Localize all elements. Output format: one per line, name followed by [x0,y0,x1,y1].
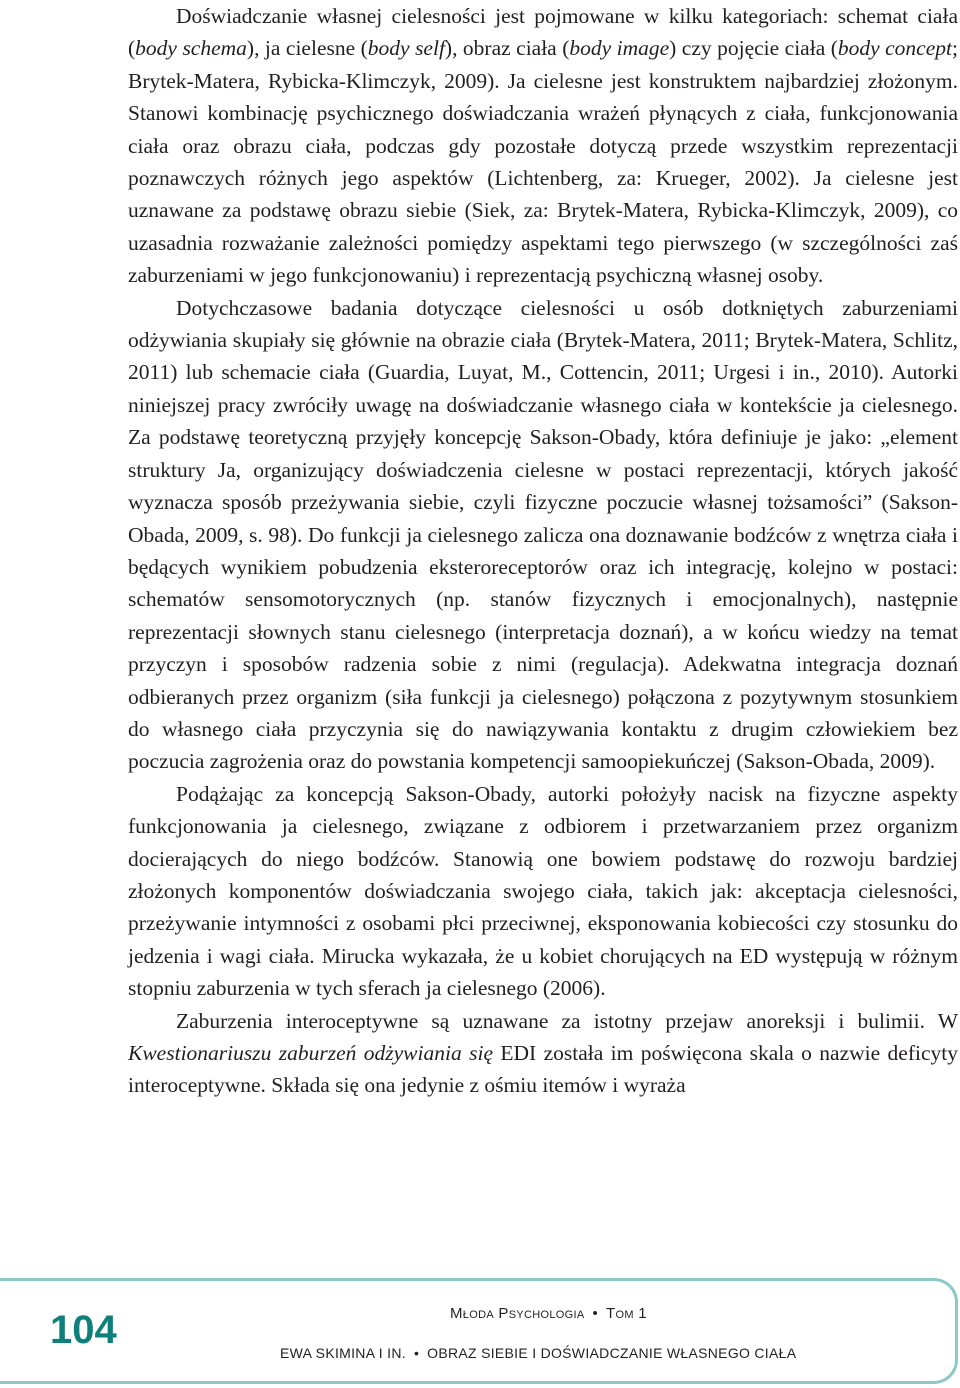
bullet-separator: • [592,1305,599,1322]
journal-info [450,1304,647,1324]
italic-term: body schema [135,36,247,61]
text-run: Dotychczasowe badania dotyczące cielesności u osób dotkniętych zaburzeniami odżywiania skupiały się głównie na obrazie ciała (Brytek-Matera, 2011; Brytek-Matera, Schlitz, 2011) lub schemacie ciała (Guardia, Luyat, M., Cottencin, 2011; Urgesi i in., 2010). Autorki niniejszej pracy zwróciły uwagę na doświadczanie własnego ciała w kontekście ja cielesnego. Za podstawę teoretyczną przyjęły koncepcję Sakson-Obady, która definiuje je jako: „element struktury Ja, organizujący doświadczenia cielesne w postaci reprezentacji, których jakość wyznacza sposób przeżywania siebie, czyli fizyczne poczucie własnej tożsamości” (Sakson-Obada, 2009, s. 98). Do funkcji ja cielesnego zalicza ona doznawanie bodźców z wnętrza ciała i będących wynikiem pobudzenia eksteroreceptorów oraz ich integrację, kolejno w postaci: schematów sensomotorycznych (np. stanów fizycznych i emocjonalnych), następnie reprezentacji słownych stanu cielesnego (interpretacja doznań), a w końcu wiedzy na temat przyczyn i sposobów radzenia sobie z nimi (regulacja). Adekwatna integracja doznań odbieranych przez organizm (siła funkcji ja cielesnego) połączona z pozytywnym stosunkiem do własnego ciała przyczynia się do nawiązywania kontaktu z drugim człowiekiem bez poczucia zagrożenia oraz do powstania kompetencji samoopiekuńczej (Sakson-Obada, 2009). [128,295,958,774]
running-head [280,1343,796,1363]
journal-name: Młoda Psychologia [450,1305,585,1322]
text-run: EDI została im poświęcona skala o nazwie deficyty interoceptywne. Składa się ona jedynie z ośmiu itemów i wyraża [128,1041,958,1098]
bullet-separator: • [413,1345,420,1361]
text-run: ), ja cielesne ( [246,36,368,61]
footer-frame [0,1278,958,1384]
text-run: ) czy pojęcie ciała ( [669,36,838,61]
italic-term: body concept [837,36,952,61]
italic-term: Kwestionariuszu zaburzeń odżywiania się [128,1041,493,1065]
article-body [128,0,958,1102]
paragraph [128,1005,958,1102]
text-run: Doświadczanie własnej cielesności jest pojmowane w kilku kategoriach: schemat ciała ( [128,4,958,61]
text-run: ; Brytek-Matera, Rybicka-Klimczyk, 2009). Ja cielesne jest konstruktem najbardziej złożonym. Stanowi kombinację psychicznego doświadczania wrażeń płynących z ciała, funkcjonowania ciała oraz obrazu ciała, podczas gdy pozostałe dotyczą przede wszystkim reprezentacji poznawczych różnych jego aspektów (Lichtenberg, za: Krueger, 2002). Ja cielesne jest uznawane za podstawę obrazu siebie (Siek, za: Brytek-Matera, Rybicka-Klimczyk, 2009), co uzasadnia rozważanie zależności pomiędzy aspektami tego pierwszego (w szczególności zaś zaburzeniami w jego funkcjonowaniu) i reprezentacją psychiczną własnej osoby. [128,36,958,288]
paragraph [128,0,958,292]
text-run: ), obraz ciała ( [444,36,570,61]
page-number: 104 [50,1308,117,1352]
italic-term: body self [367,36,445,61]
paragraph [128,778,958,1005]
running-head-title: OBRAZ SIEBIE I DOŚWIADCZANIE WŁASNEGO CIAŁA [427,1345,797,1361]
journal-volume: Tom 1 [606,1305,647,1322]
running-head-authors: EWA SKIMINA I IN. [280,1345,406,1361]
text-run: Podążając za koncepcją Sakson-Obady, autorki położyły nacisk na fizyczne aspekty funkcjonowania ja cielesnego, związane z odbiorem i przetwarzaniem przez organizm docierających do niego bodźców. Stanowią one bowiem podstawę do rozwoju bardziej złożonych komponentów doświadczania swojego ciała, takich jak: akceptacja cielesności, przeżywanie intymności z osobami płci przeciwnej, eksponowania kobiecości czy stosunku do jedzenia i wagi ciała. Mirucka wykazała, że u kobiet chorujących na ED występują w różnym stopniu zaburzenia w tych sferach ja cielesnego (2006). [128,781,958,1001]
italic-term: body image [569,36,670,61]
paragraph [128,292,958,778]
text-run: Zaburzenia interoceptywne są uznawane za istotny przejaw anoreksji i bulimii. W [176,1008,958,1033]
